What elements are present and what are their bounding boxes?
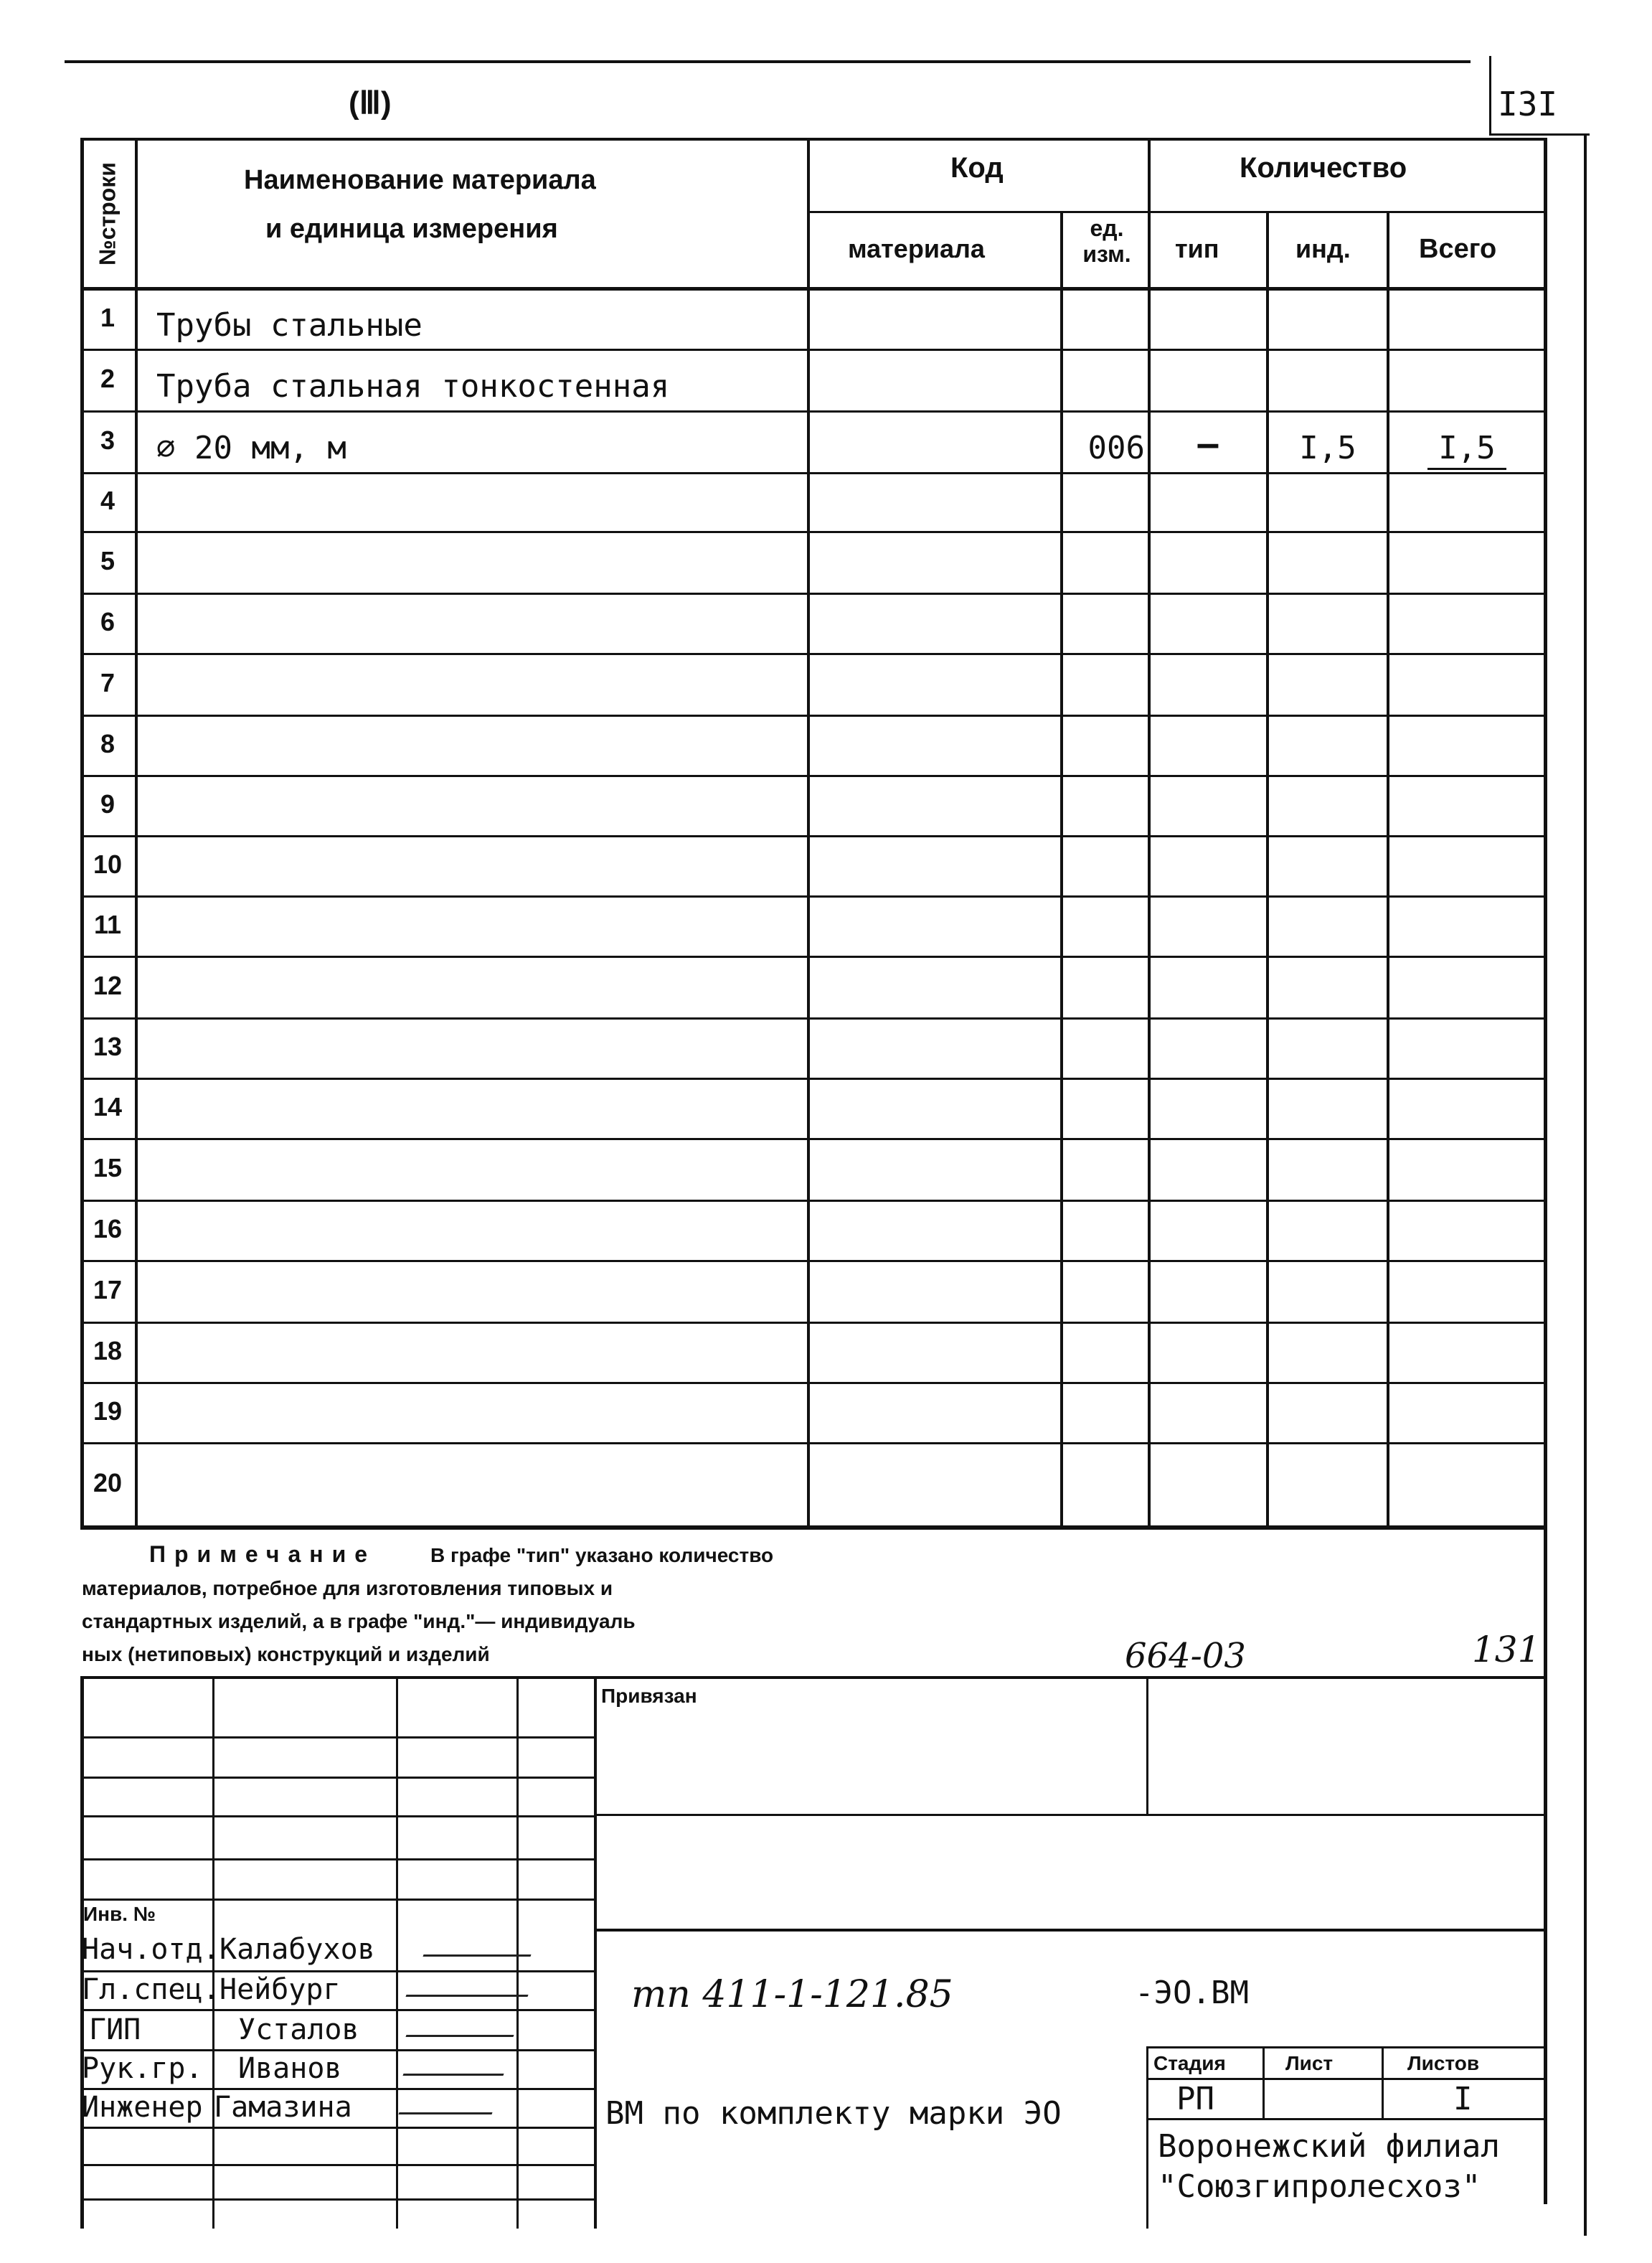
tb-privyazan-divider (1146, 1676, 1148, 1815)
signature-3 (405, 2019, 519, 2037)
col-header-material: материала (848, 234, 985, 263)
col-header-name-line1: Наименование материала (244, 165, 596, 195)
org-line1: Воронежский филиал (1158, 2128, 1500, 2165)
tb-col-4 (594, 1676, 597, 2229)
row-rule (80, 835, 1547, 837)
tb-col-2 (396, 1676, 398, 2229)
col-header-unit: ед. изм. (1082, 215, 1131, 267)
header-mid-rule (807, 211, 1546, 213)
staff-name-1: Калабухов (220, 1933, 375, 1966)
row-rule (80, 593, 1547, 595)
header-bottom-rule (80, 287, 1547, 291)
row-number: 5 (100, 546, 115, 575)
row-rule (80, 410, 1547, 413)
row-number: 8 (100, 729, 115, 758)
row-number: 20 (93, 1468, 123, 1497)
col-header-type: тип (1175, 234, 1219, 263)
row-number: 13 (93, 1032, 123, 1061)
row-unit: 006 (1087, 430, 1145, 466)
tb-left-rule-5 (80, 1899, 594, 1901)
col-line-unit (1148, 138, 1151, 1528)
sheets-value: I (1453, 2081, 1473, 2117)
tb-stage-col-3 (1382, 2046, 1384, 2118)
row-number: 6 (100, 607, 115, 636)
row-rule (80, 1382, 1547, 1384)
row-rule (80, 1442, 1547, 1444)
staff-rule-2 (80, 2009, 594, 2011)
row-number: 9 (100, 789, 115, 819)
header-right-rule (1489, 133, 1590, 136)
row-rule (80, 956, 1547, 958)
staff-name-4: Иванов (238, 2052, 342, 2085)
privyazan-label: Привязан (601, 1685, 697, 1707)
signature-2 (405, 1979, 534, 1997)
staff-rule-5 (80, 2127, 594, 2129)
tb-left-rule-4 (80, 1858, 594, 1860)
row-name: Труба стальная тонкостенная (156, 368, 670, 405)
row-number: 1 (100, 303, 115, 332)
row-rule (80, 775, 1547, 777)
note-top-rule (80, 1527, 1547, 1530)
stage-value: РП (1176, 2081, 1214, 2117)
tb-stage-col-2 (1262, 2046, 1265, 2118)
col-header-code: Код (950, 152, 1004, 184)
tb-right-rule-1 (594, 1814, 1547, 1816)
row-rule (80, 1260, 1547, 1262)
row-number: 3 (100, 425, 115, 455)
tb-left-rule-2 (80, 1777, 594, 1779)
table-top-border (80, 138, 1547, 141)
page-number-hand: 131 (1472, 1629, 1541, 1670)
staff-name-5: Гамазина (214, 2091, 352, 2124)
title-block-top-rule (80, 1676, 1547, 1679)
sheet-label: Лист (1285, 2052, 1334, 2074)
row-rule (80, 531, 1547, 533)
inv-no-label: Инв. № (83, 1903, 156, 1925)
row-number: 4 (100, 486, 115, 515)
doc-code-hand: тп 411-1-121.85 (631, 1973, 953, 2016)
staff-rule-6 (80, 2164, 594, 2166)
tb-right-rule-2 (594, 1929, 1547, 1932)
tb-stage-rule-mid (1146, 2078, 1547, 2080)
row-rule (80, 895, 1547, 898)
staff-rule-1 (80, 1970, 594, 1972)
row-rule (80, 1078, 1547, 1080)
staff-rule-4 (80, 2088, 594, 2090)
row-rule (80, 1322, 1547, 1324)
col-header-quantity: Количество (1240, 152, 1407, 184)
staff-role-5: Инженер (82, 2091, 203, 2124)
row-number: 15 (93, 1153, 123, 1182)
staff-name-3: Усталов (238, 2013, 359, 2046)
top-right-tick (1489, 56, 1491, 135)
note-line4: ных (нетиповых) конструкций и изделий (82, 1643, 490, 1665)
row-number: 18 (93, 1336, 123, 1365)
row-total: I,5 (1438, 430, 1496, 466)
value-underline (1427, 468, 1506, 470)
top-rule (65, 60, 1471, 63)
staff-role-4: Рук.гр. (82, 2052, 203, 2085)
row-type: – (1197, 424, 1219, 464)
staff-role-2: Гл.спец. (82, 1973, 220, 2006)
staff-role-1: Нач.отд. (82, 1933, 220, 1966)
row-number: 19 (93, 1396, 123, 1426)
staff-rule-3 (80, 2049, 594, 2051)
row-rule (80, 1017, 1547, 1020)
note-line1: В графе "тип" указано количество (430, 1544, 774, 1566)
tb-left-rule-3 (80, 1815, 594, 1817)
section-marker: (Ⅲ) (349, 85, 392, 121)
row-number: 16 (93, 1214, 123, 1243)
row-number: 10 (93, 850, 123, 879)
row-number: 17 (93, 1275, 123, 1304)
row-ind: I,5 (1299, 430, 1356, 466)
note-prefix: Примечание (149, 1541, 377, 1567)
col-header-individual: инд. (1295, 234, 1351, 263)
col-header-rowno: №строки (94, 162, 121, 265)
note-line3: стандартных изделий, а в графе "инд."— индивидуаль (82, 1610, 636, 1632)
row-rule (80, 715, 1547, 717)
sheets-label: Листов (1407, 2052, 1480, 2074)
tb-stage-rule-bottom (1146, 2118, 1547, 2120)
tb-stage-col-1 (1146, 2046, 1148, 2229)
tb-left-rule-1 (80, 1736, 594, 1739)
row-rule (80, 653, 1547, 655)
row-rule (80, 1138, 1547, 1140)
col-line-name (807, 138, 810, 1528)
row-name: ⌀ 20 мм, м (156, 430, 346, 466)
row-number: 11 (93, 910, 122, 939)
org-line2: "Союзгипролесхоз" (1158, 2168, 1481, 2205)
signature-1 (423, 1939, 537, 1957)
stage-label: Стадия (1153, 2052, 1226, 2074)
row-number: 14 (93, 1092, 123, 1121)
row-number: 7 (100, 668, 115, 697)
signature-4 (402, 2058, 509, 2076)
album-code: 664-03 (1125, 1636, 1246, 1676)
staff-rule-7 (80, 2198, 594, 2201)
row-rule (80, 472, 1547, 474)
page-right-border (1584, 133, 1587, 2236)
row-number: 2 (100, 364, 115, 393)
doc-code-suffix: -ЭО.ВМ (1135, 1975, 1249, 2011)
row-number: 12 (93, 971, 123, 1000)
row-rule (80, 1200, 1547, 1202)
table-right-border (1544, 138, 1547, 2204)
doc-title: ВМ по комплекту марки ЭО (605, 2095, 1062, 2132)
col-header-name-line2: и единица измерения (265, 214, 558, 244)
col-line-rowno (135, 138, 138, 1528)
col-header-total: Всего (1419, 234, 1497, 264)
sheet-number: I3I (1498, 85, 1558, 123)
staff-role-3: ГИП (89, 2013, 141, 2046)
row-name: Трубы стальные (156, 307, 423, 344)
row-rule (80, 349, 1547, 351)
tb-stage-rule-top (1146, 2046, 1547, 2048)
signature-5 (398, 2097, 498, 2114)
table-left-border (80, 138, 84, 1528)
staff-name-2: Нейбург (220, 1973, 341, 2006)
note-line2: материалов, потребное для изготовления типовых и (82, 1577, 613, 1599)
